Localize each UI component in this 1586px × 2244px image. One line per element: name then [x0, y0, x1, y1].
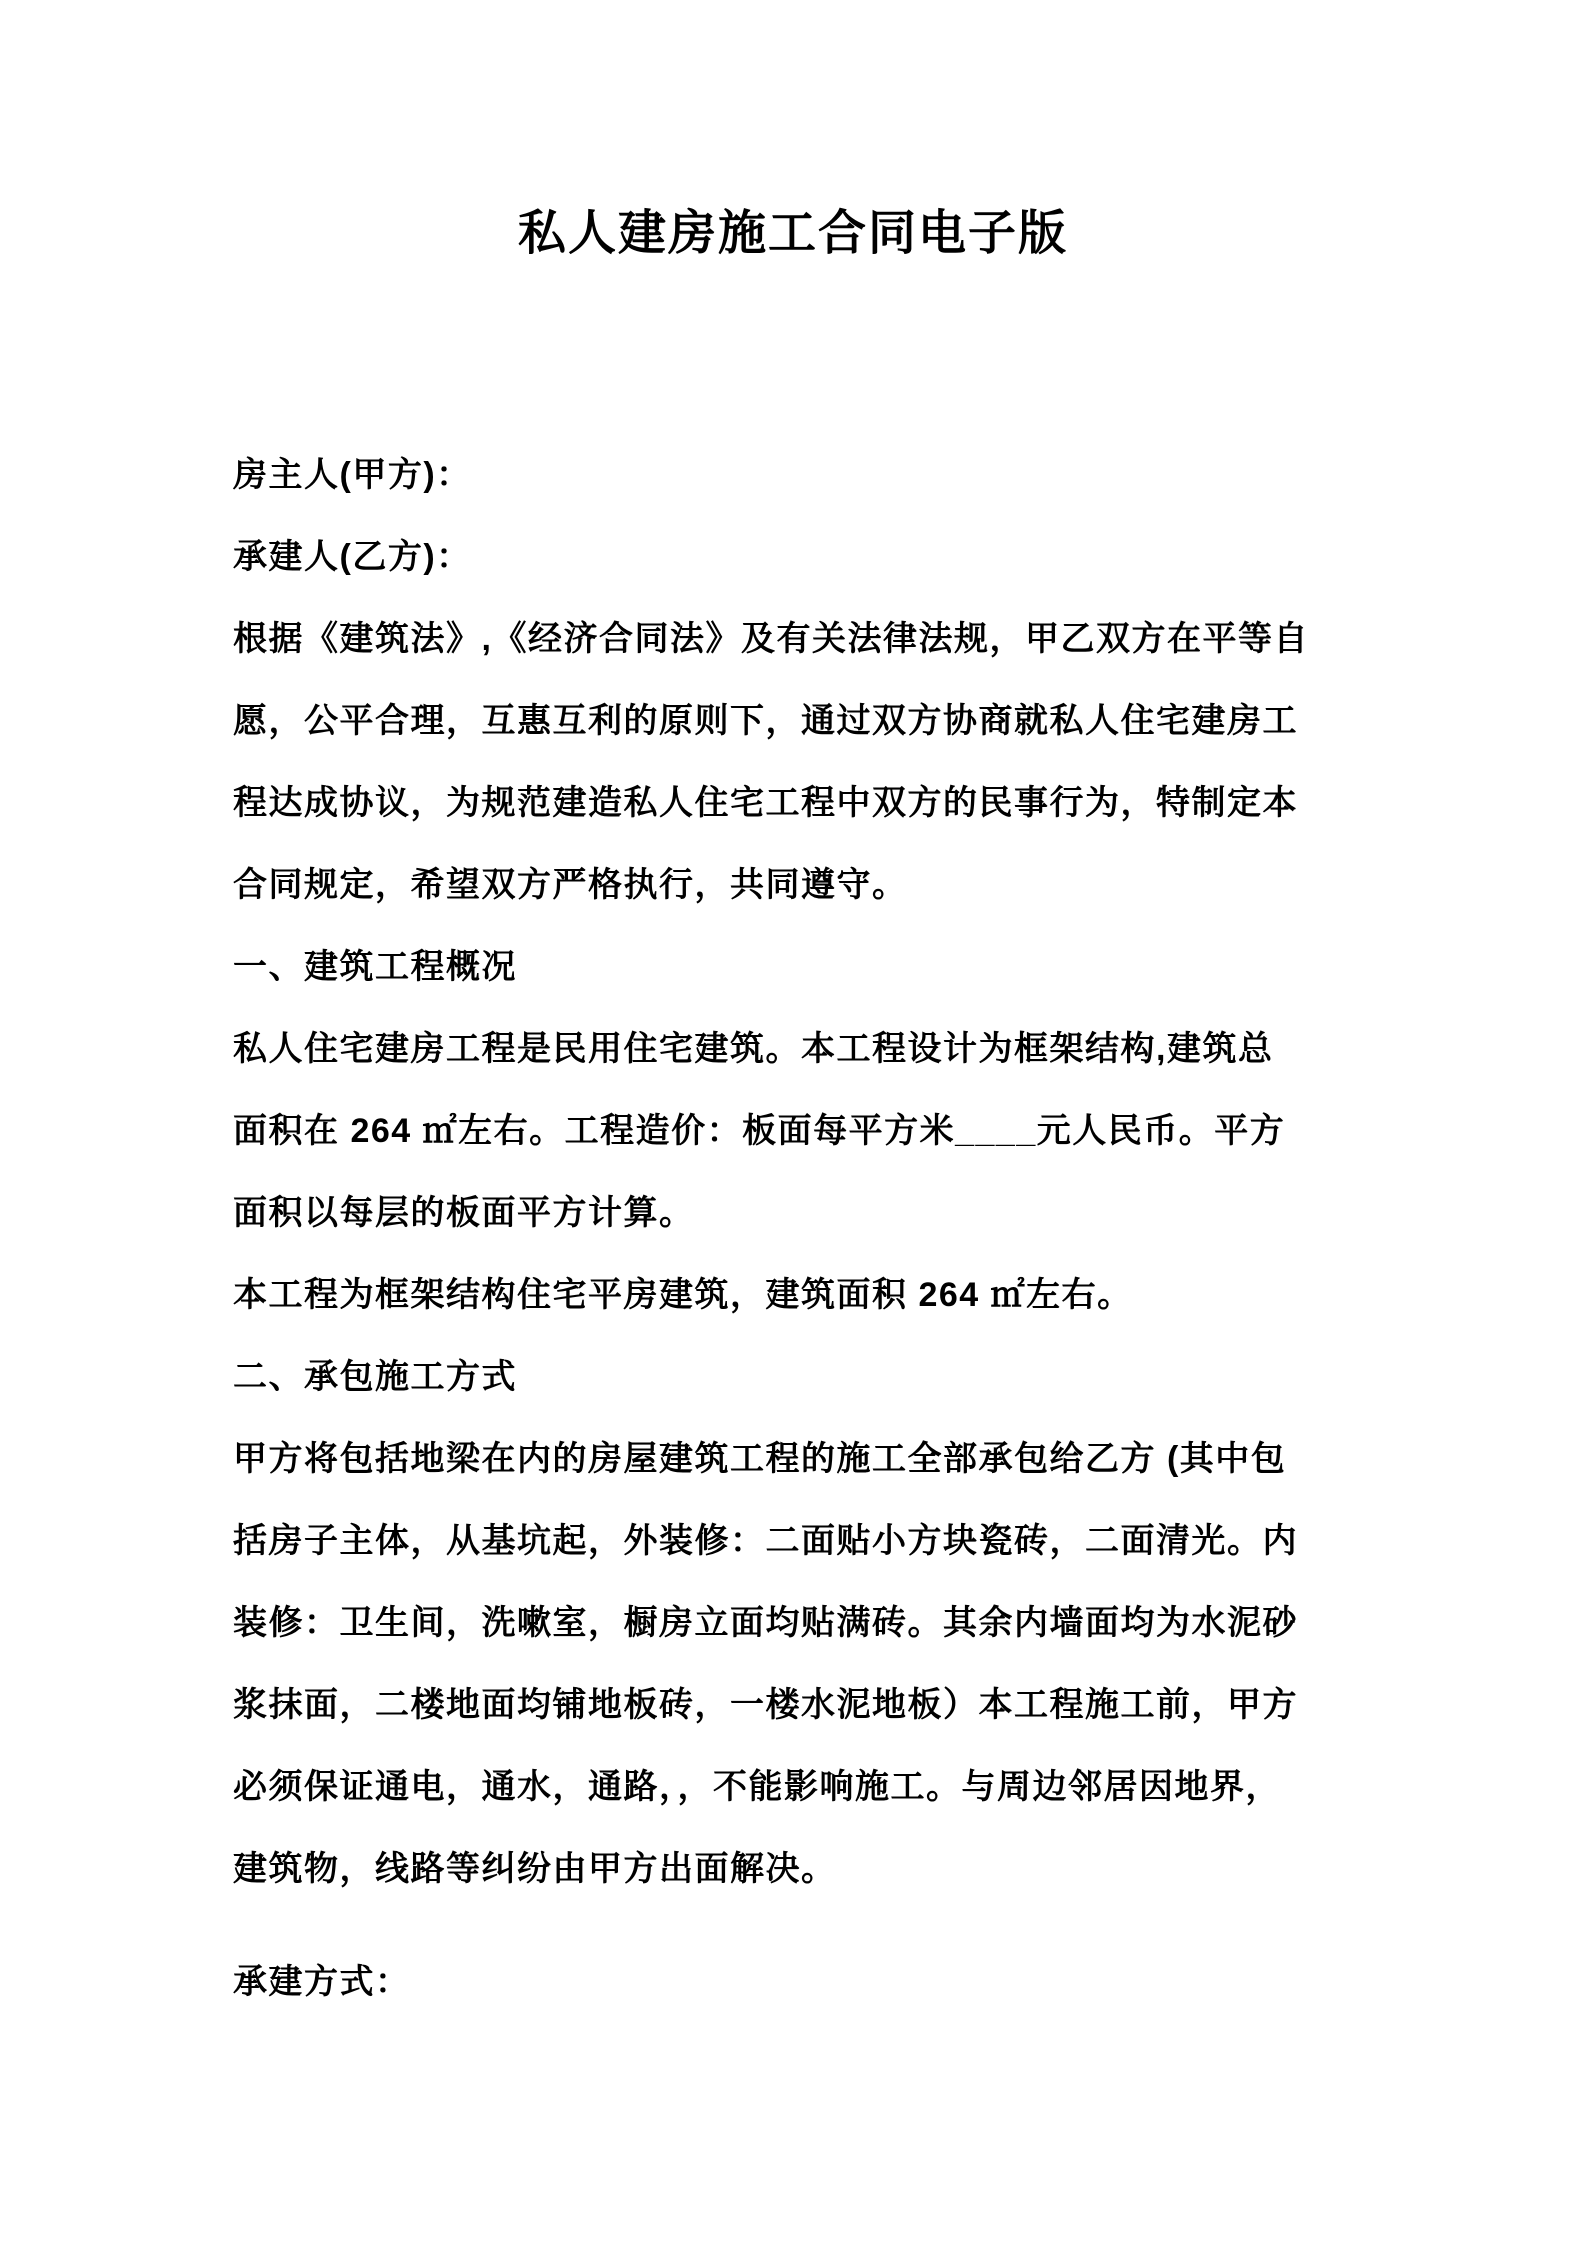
text-line: 必须保证通电，通水，通路，，不能影响施工。与周边邻居因地界， [233, 1768, 1281, 1806]
text-line: 合同规定，希望双方严格执行，共同遵守。 [233, 866, 908, 904]
text-line: 愿，公平合理，互惠互利的原则下，通过双方协商就私人住宅建房工 [233, 702, 1298, 740]
text-line: 根据《建筑法》,《经济合同法》及有关法律法规，甲乙双方在平等自 [233, 620, 1309, 658]
text-line: 本工程为框架结构住宅平房建筑，建筑面积 264 ㎡左右。 [233, 1276, 1133, 1314]
document-body [233, 434, 1386, 2023]
document-title: 私人建房施工合同电子版 [517, 207, 1068, 260]
text-line: 程达成协议，为规范建造私人住宅工程中双方的民事行为，特制定本 [233, 784, 1298, 822]
text-line: 建筑物，线路等纠纷由甲方出面解决。 [233, 1850, 837, 1888]
text-line: 承建方式： [233, 1963, 411, 2001]
text-line: 私人住宅建房工程是民用住宅建筑。本工程设计为框架结构,建筑总 [233, 1030, 1274, 1068]
text-line: 括房子主体，从基坑起，外装修：二面贴小方块瓷砖，二面清光。内 [233, 1522, 1298, 1560]
text-line: 甲方将包括地梁在内的房屋建筑工程的施工全部承包给乙方 (其中包 [233, 1440, 1287, 1478]
text-line: 浆抹面，二楼地面均铺地板砖，一楼水泥地板）本工程施工前，甲方 [233, 1686, 1298, 1724]
text-line: 承建人(乙方)： [233, 538, 472, 576]
text-line: 房主人(甲方)： [233, 456, 472, 494]
text-line: 面积在 264 ㎡左右。工程造价：板面每平方米____元人民币。平方 [233, 1112, 1286, 1150]
text-line: 一、建筑工程概况 [233, 948, 517, 986]
text-line: 装修：卫生间，洗嗽室，橱房立面均贴满砖。其余内墙面均为水泥砂 [233, 1604, 1298, 1642]
text-line: 二、承包施工方式 [233, 1358, 517, 1396]
text-line: 面积以每层的板面平方计算。 [233, 1194, 695, 1232]
